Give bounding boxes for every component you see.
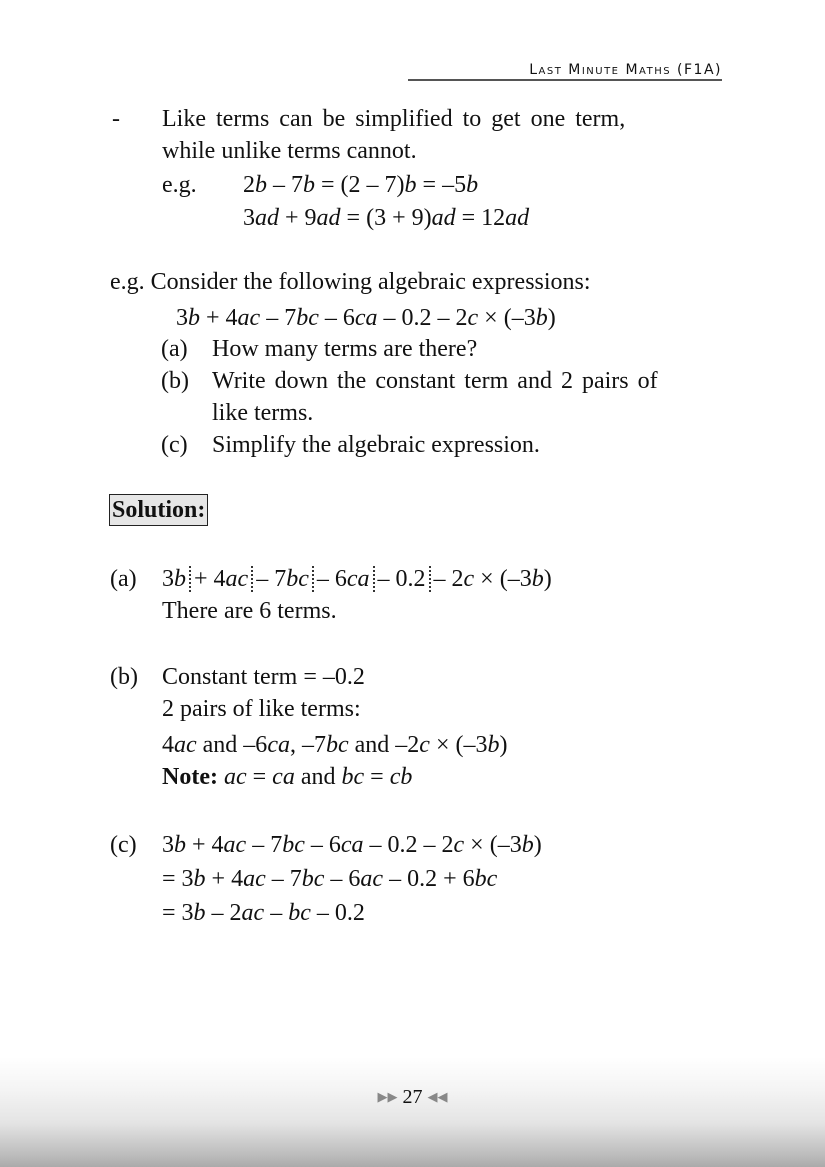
answer-c-3: = 3b – 2ac – bc – 0.2 (162, 900, 365, 926)
answer-b-1: Constant term = –0.2 (162, 664, 365, 690)
footer-band (0, 1057, 825, 1167)
answer-a-label: (a) (110, 566, 137, 592)
bullet-text-1: Like terms can be simplified to get one term, (162, 106, 626, 132)
term: – 7bc (256, 566, 314, 592)
double-right-arrow-icon: ▶▶ (377, 1089, 398, 1104)
answer-b-2: 2 pairs of like terms: (162, 696, 361, 722)
question-b-1: Write down the constant term and 2 pairs of (212, 368, 658, 394)
bullet-text-2: while unlike terms cannot. (162, 138, 417, 164)
note-text: ac = ca and bc = cb (223, 764, 413, 790)
answer-b-3: 4ac and –6ca, –7bc and –2c × (–3b) (162, 732, 508, 758)
question-c: Simplify the algebraic expression. (212, 432, 540, 458)
eg-expression-1: 2b – 7b = (2 – 7)b = –5b (243, 172, 479, 198)
answer-b-label: (b) (110, 664, 138, 690)
term: – 6ca (317, 566, 375, 592)
term: + 4ac (194, 566, 253, 592)
answer-b-note (162, 763, 412, 791)
answer-a-terms (162, 565, 558, 593)
page-number: 27 (402, 1086, 423, 1108)
example-intro: e.g. Consider the following algebraic expressions: (110, 269, 591, 295)
double-left-arrow-icon: ◀◀ (427, 1089, 448, 1104)
question-b-2: like terms. (212, 400, 314, 426)
term: – 0.2 (378, 566, 431, 592)
note-label: Note: (162, 764, 218, 790)
answer-c-2: = 3b + 4ac – 7bc – 6ac – 0.2 + 6bc (162, 866, 498, 892)
eg-label: e.g. (162, 172, 197, 198)
answer-c-label: (c) (110, 832, 137, 858)
running-header: Last Minute Maths (F1A) (408, 62, 722, 81)
question-a-label: (a) (161, 336, 188, 362)
example-expression: 3b + 4ac – 7bc – 6ca – 0.2 – 2c × (–3b) (176, 305, 556, 331)
question-a: How many terms are there? (212, 336, 478, 362)
answer-a-text: There are 6 terms. (162, 598, 337, 624)
question-b-label: (b) (161, 368, 189, 394)
eg-expression-2: 3ad + 9ad = (3 + 9)ad = 12ad (243, 205, 530, 231)
bullet-dash: - (112, 106, 120, 132)
answer-c-1: 3b + 4ac – 7bc – 6ca – 0.2 – 2c × (–3b) (162, 832, 542, 858)
question-c-label: (c) (161, 432, 188, 458)
page-number-area (0, 1086, 825, 1109)
term: 3b (162, 566, 191, 592)
term: – 2c × (–3b) (433, 566, 552, 592)
solution-heading: Solution: (109, 494, 208, 526)
